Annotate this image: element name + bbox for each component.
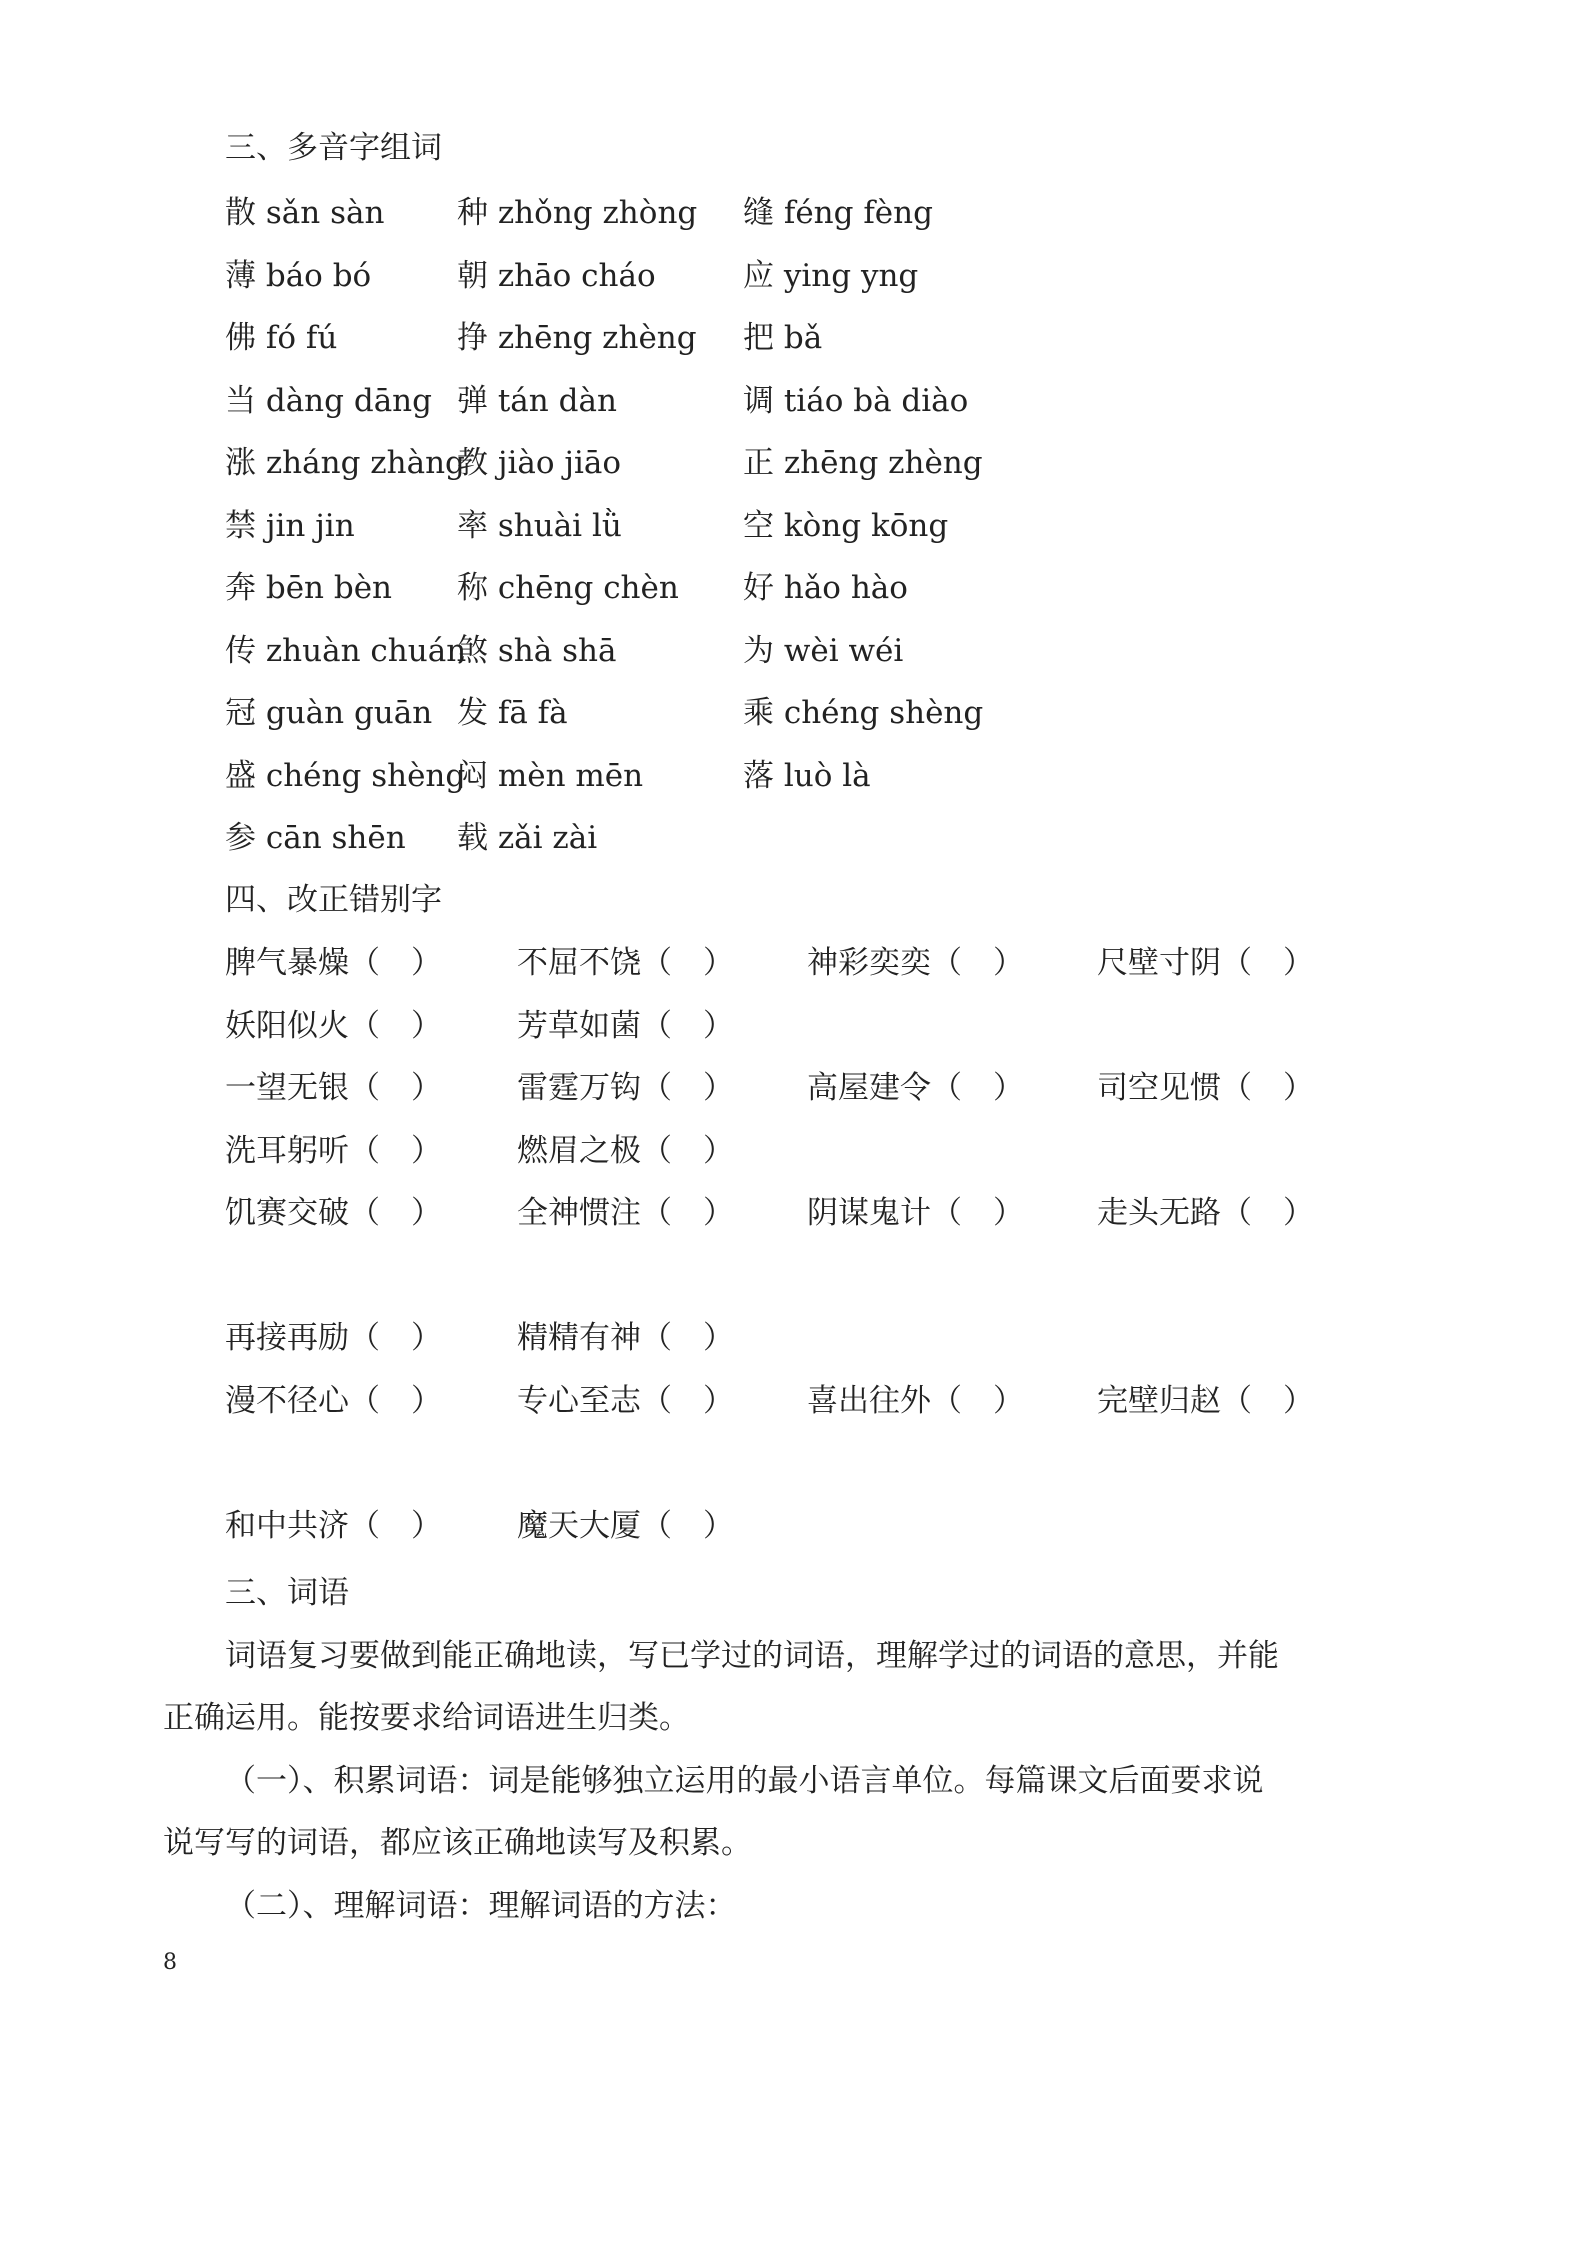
typo-item: 饥赛交破（ ） (225, 1195, 442, 1231)
polyphonic-entry: 盛 chéng shèng (225, 758, 466, 794)
polyphonic-entry: 挣 zhēng zhèng (457, 320, 697, 356)
polyphonic-entry: 禁 jin jin (225, 508, 355, 544)
typo-item: 不屈不饶（ ） (517, 945, 734, 981)
typo-item: 漫不径心（ ） (225, 1383, 442, 1419)
polyphonic-entry: 好 hǎo hào (743, 570, 908, 606)
polyphonic-entry: 薄 báo bó (225, 258, 372, 294)
polyphonic-entry: 弹 tán dàn (457, 383, 617, 419)
polyphonic-entry: 称 chēng chèn (457, 570, 679, 606)
typo-item: 全神惯注（ ） (517, 1195, 734, 1231)
typo-item: 芳草如菌（ ） (517, 1008, 734, 1044)
typo-item: 再接再励（ ） (225, 1320, 442, 1356)
polyphonic-entry: 冠 guàn guān (225, 695, 433, 731)
words-paragraph-1-line-2: 正确运用。能按要求给词语进生归类。 (163, 1700, 690, 1736)
typo-item: 和中共济（ ） (225, 1508, 442, 1544)
typo-item: 精精有神（ ） (517, 1320, 734, 1356)
polyphonic-entry: 当 dàng dāng (225, 383, 432, 419)
polyphonic-entry: 空 kòng kōng (743, 508, 949, 544)
polyphonic-entry: 落 luò là (743, 758, 871, 794)
words-paragraph-2-line-1: （一）、积累词语：词是能够独立运用的最小语言单位。每篇课文后面要求说 (225, 1763, 1264, 1799)
polyphonic-entry: 载 zǎi zài (457, 820, 598, 856)
polyphonic-entry: 散 sǎn sàn (225, 195, 385, 231)
page-number: 8 (163, 1950, 177, 1975)
typo-item: 洗耳躬听（ ） (225, 1133, 442, 1169)
polyphonic-entry: 正 zhēng zhèng (743, 445, 983, 481)
typo-item: 司空见惯（ ） (1097, 1070, 1314, 1106)
polyphonic-entry: 传 zhuàn chuán (225, 633, 467, 669)
polyphonic-entry: 佛 fó fú (225, 320, 338, 356)
polyphonic-entry: 缝 féng fèng (743, 195, 933, 231)
typo-item: 高屋建令（ ） (807, 1070, 1024, 1106)
typo-item: 一望无银（ ） (225, 1070, 442, 1106)
polyphonic-entry: 乘 chéng shèng (743, 695, 984, 731)
polyphonic-entry: 朝 zhāo cháo (457, 258, 656, 294)
typo-item: 专心至志（ ） (517, 1383, 734, 1419)
section-heading-typos: 四、改正错别字 (225, 882, 442, 918)
polyphonic-entry: 应 ying yng (743, 258, 919, 294)
typo-item: 完壁归赵（ ） (1097, 1383, 1314, 1419)
polyphonic-entry: 奔 bēn bèn (225, 570, 393, 606)
polyphonic-entry: 闷 mèn mēn (457, 758, 644, 794)
words-paragraph-3-line-1: （二）、理解词语：理解词语的方法： (225, 1888, 737, 1924)
typo-item: 燃眉之极（ ） (517, 1133, 734, 1169)
polyphonic-entry: 为 wèi wéi (743, 633, 904, 669)
polyphonic-entry: 涨 zháng zhàng (225, 445, 465, 481)
polyphonic-entry: 发 fā fà (457, 695, 568, 731)
typo-item: 神彩奕奕（ ） (807, 945, 1024, 981)
typo-item: 脾气暴燥（ ） (225, 945, 442, 981)
typo-item: 妖阳似火（ ） (225, 1008, 442, 1044)
polyphonic-entry: 把 bǎ (743, 320, 823, 356)
typo-item: 魔天大厦（ ） (517, 1508, 734, 1544)
typo-item: 阴谋鬼计（ ） (807, 1195, 1024, 1231)
typo-item: 雷霆万钩（ ） (517, 1070, 734, 1106)
polyphonic-entry: 种 zhǒng zhòng (457, 195, 698, 231)
typo-item: 喜出往外（ ） (807, 1383, 1024, 1419)
polyphonic-entry: 率 shuài lǜ (457, 508, 622, 544)
polyphonic-entry: 教 jiào jiāo (457, 445, 622, 481)
words-paragraph-1-line-1: 词语复习要做到能正确地读，写已学过的词语，理解学过的词语的意思，并能 (225, 1638, 1279, 1674)
typo-item: 走头无路（ ） (1097, 1195, 1314, 1231)
section-heading-words: 三、词语 (225, 1575, 349, 1611)
typo-item: 尺壁寸阴（ ） (1097, 945, 1314, 981)
polyphonic-entry: 调 tiáo bà diào (743, 383, 969, 419)
section-heading-polyphonic: 三、多音字组词 (225, 130, 442, 166)
polyphonic-entry: 煞 shà shā (457, 633, 617, 669)
polyphonic-entry: 参 cān shēn (225, 820, 406, 856)
words-paragraph-2-line-2: 说写写的词语，都应该正确地读写及积累。 (163, 1825, 752, 1861)
